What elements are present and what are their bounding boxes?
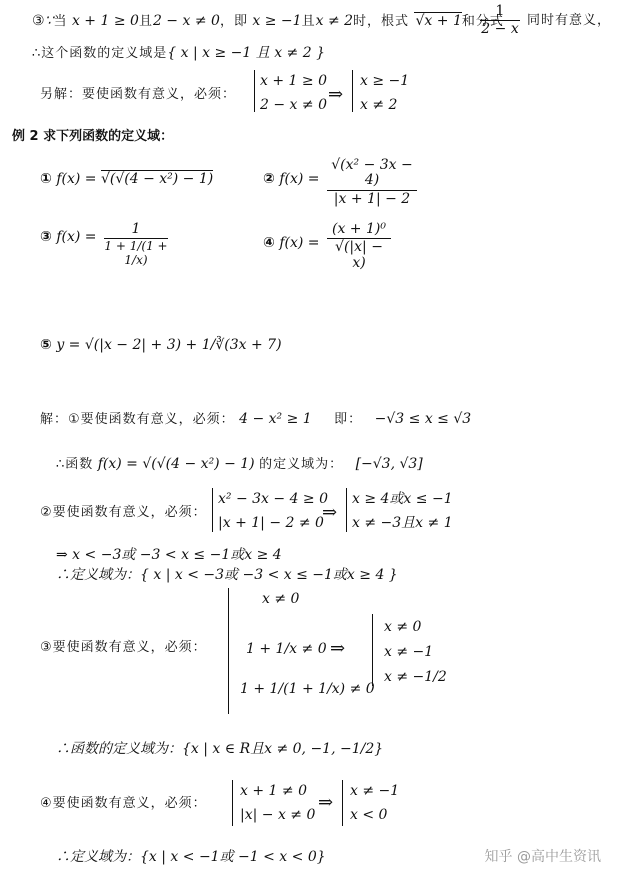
sol3-sys2-row1: x ≠ 0 [384, 619, 422, 635]
ex2-item-4: ④ f(x) = [263, 235, 320, 251]
implies-arrow: ⇒ [328, 84, 344, 105]
ex2-item-3: ③ f(x) = [40, 229, 97, 245]
brace [254, 70, 255, 112]
alt-solution-label: 另解：要使函数有意义，必须： [40, 87, 237, 102]
sol4-sys2-row1: x ≠ −1 [350, 783, 400, 799]
brace [232, 780, 233, 826]
ex2-item-5: ⑤ y = √(|x − 2| + 3) + 1/∛(3x + 7) [40, 337, 282, 353]
frac-1-over-2-minus-x: 1 2 − x [481, 3, 519, 38]
ex2-item-4-frac: (x + 1)⁰ √(|x| − x) [327, 222, 391, 271]
sol2-implies-line: ⇒ x < −3或 −3 < x ≤ −1或x ≥ 4 [56, 547, 282, 563]
watermark: 知乎 @高中生资讯 [484, 849, 601, 865]
sol2-sys1-row1: x² − 3x − 4 ≥ 0 [218, 491, 329, 507]
ex2-item-2-frac: √(x² − 3x − 4) |x + 1| − 2 [327, 158, 417, 207]
sol3-sys1-row3: 1 + 1/(1 + 1/x) ≠ 0 [240, 681, 375, 697]
implies-arrow: ⇒ [322, 502, 338, 523]
alt-sys1-row1: x + 1 ≥ 0 [260, 73, 327, 89]
sol3-domain-line: ∴函数的定义域为：{x | x ∈ R且x ≠ 0, −1, −1/2} [56, 741, 384, 757]
sol4-sys2-row2: x < 0 [350, 807, 388, 823]
implies-arrow: ⇒ [330, 638, 346, 659]
sol4-label: ④要使函数有意义，必须： [40, 796, 207, 811]
sol4-sys1-row2: |x| − x ≠ 0 [240, 807, 316, 823]
brace [372, 614, 373, 686]
sol2-domain-line: ∴定义域为：{ x | x < −3或 −3 < x ≤ −1或x ≥ 4 } [56, 567, 398, 583]
alt-sys2-row1: x ≥ −1 [360, 73, 410, 89]
sol3-sys2-row2: x ≠ −1 [384, 644, 434, 660]
sol1-line2: ∴函数 f(x) = √(√(4 − x²) − 1) 的定义域为： [−√3, √3] [56, 456, 423, 472]
sol2-sys2-row2: x ≠ −3且x ≠ 1 [352, 515, 453, 531]
brace [212, 488, 213, 532]
sol2-sys2-row1: x ≥ 4或x ≤ −1 [352, 491, 453, 507]
sol3-label: ③要使函数有意义，必须： [40, 640, 207, 655]
sol4-sys1-row1: x + 1 ≠ 0 [240, 783, 307, 799]
ex2-item-1: ① f(x) = √(√(4 − x²) − 1) [40, 171, 214, 187]
sol1-line1: 解：①要使函数有意义，必须： 4 − x² ≥ 1 即： −√3 ≤ x ≤ √3 [40, 411, 472, 427]
sol2-sys1-row2: |x + 1| − 2 ≠ 0 [218, 515, 324, 531]
brace [346, 488, 347, 532]
sqrt-x-plus-1: √x + 1 [415, 13, 462, 29]
part3-tail: 同时有意义， [527, 13, 612, 28]
sol3-sys1-row2: 1 + 1/x ≠ 0 [246, 641, 327, 657]
alt-sys1-row2: 2 − x ≠ 0 [260, 97, 327, 113]
ex2-item-3-frac: 1 1 + 1/(1 + 1/x) [104, 221, 168, 267]
alt-sys2-row2: x ≠ 2 [360, 97, 398, 113]
example-title: 例 2 求下列函数的定义域： [12, 129, 174, 144]
sol2-label: ②要使函数有意义，必须： [40, 505, 207, 520]
brace [228, 588, 229, 714]
brace [342, 780, 343, 826]
brace [352, 70, 353, 112]
part3-line1: ③∵当 x + 1 ≥ 0且2 − x ≠ 0，即 x ≥ −1且x ≠ 2时，根式 √x + 1和分式 [32, 13, 504, 29]
implies-arrow: ⇒ [318, 792, 334, 813]
sol3-sys2-row3: x ≠ −1/2 [384, 669, 447, 685]
sol4-domain-line: ∴定义域为：{x | x < −1或 −1 < x < 0} [56, 849, 326, 865]
ex2-item-2: ② f(x) = [263, 171, 320, 187]
part3-domain-line: ∴这个函数的定义域是{ x | x ≥ −1 且 x ≠ 2 } [32, 45, 326, 61]
sol3-sys1-row1: x ≠ 0 [262, 591, 300, 607]
